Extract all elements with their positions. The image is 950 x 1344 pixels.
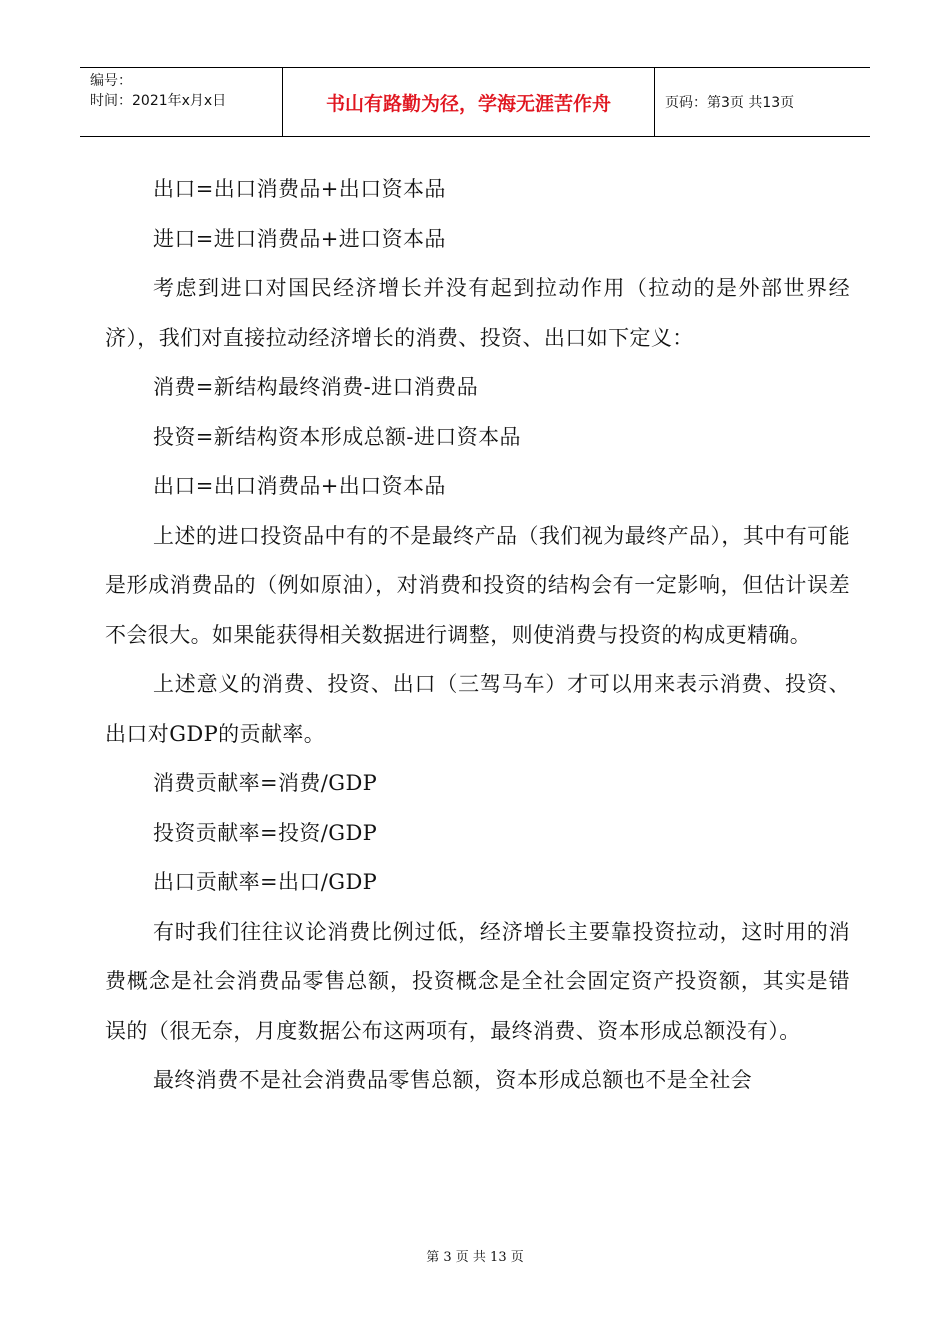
paragraph: 进口=进口消费品+进口资本品 bbox=[153, 226, 446, 251]
header-meta bbox=[80, 68, 283, 136]
page-header bbox=[80, 67, 870, 137]
paragraph: 有时我们往往议论消费比例过低，经济增长主要靠投资拉动，这时用的消费概念是社会消费品零售总额，投资概念是全社会固定资产投资额，其实是错误的（很无奈，月度数据公布这两项有，最终消费、资本形成总额没有）。 bbox=[105, 919, 850, 1043]
paragraph: 出口=出口消费品+出口资本品 bbox=[153, 474, 446, 498]
document-body bbox=[105, 165, 850, 1106]
paragraph: 上述的进口投资品中有的不是最终产品（我们视为最终产品），其中有可能是形成消费品的（例如原油），对消费和投资的结构会有一定影响，但估计误差不会很大。如果能获得相关数据进行调整，则使消费与投资的构成更精确。 bbox=[105, 523, 850, 647]
paragraph: 投资=新结构资本形成总额-进口资本品 bbox=[153, 424, 521, 449]
paragraph: 最终消费不是社会消费品零售总额，资本形成总额也不是全社会 bbox=[153, 1068, 753, 1092]
header-motto: 书山有路勤为径，学海无涯苦作舟 bbox=[283, 68, 655, 136]
header-page-info: 页码：第3页 共13页 bbox=[665, 95, 795, 111]
paragraph: 出口贡献率=出口/GDP bbox=[153, 870, 378, 894]
paragraph: 消费=新结构最终消费-进口消费品 bbox=[153, 375, 479, 399]
paragraph: 出口=出口消费品+出口资本品 bbox=[153, 177, 446, 201]
paragraph: 考虑到进口对国民经济增长并没有起到拉动作用（拉动的是外部世界经济），我们对直接拉动经济增长的消费、投资、出口如下定义： bbox=[105, 276, 850, 350]
page-footer: 第 3 页 共 13 页 bbox=[426, 1250, 524, 1265]
paragraph: 上述意义的消费、投资、出口（三驾马车）才可以用来表示消费、投资、出口对GDP的贡献率。 bbox=[105, 672, 850, 746]
paragraph: 投资贡献率=投资/GDP bbox=[153, 820, 378, 845]
document-time-label: 时间：2021年x月x日 bbox=[90, 93, 227, 109]
document-number-label: 编号： bbox=[90, 73, 132, 89]
paragraph: 消费贡献率=消费/GDP bbox=[153, 771, 378, 795]
